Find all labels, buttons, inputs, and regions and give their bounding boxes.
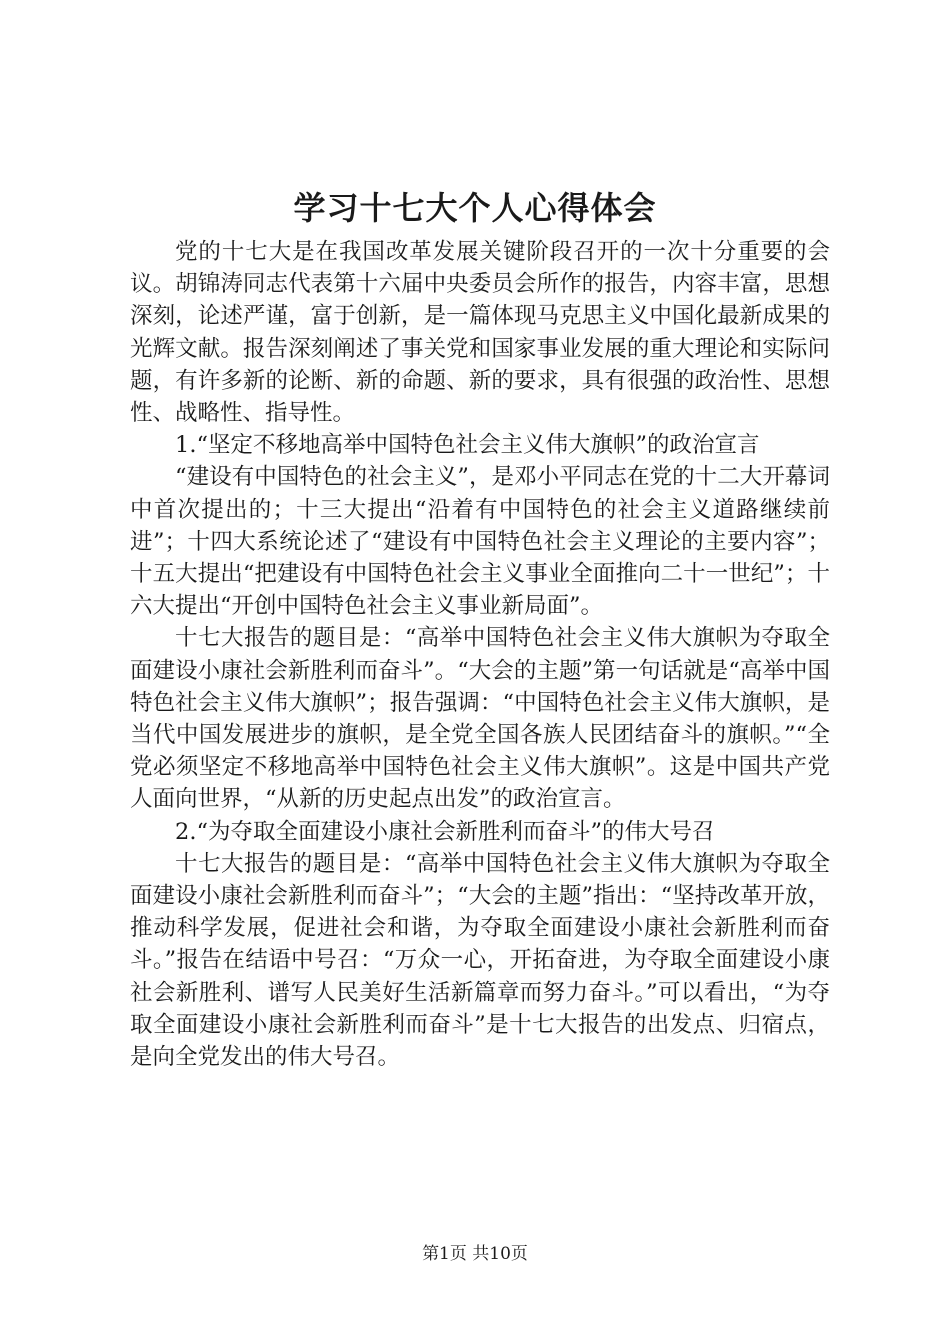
paragraph-report-title: 十七大报告的题目是：“高举中国特色社会主义伟大旗帜为夺取全面建设小康社会新胜利而奋斗”。“大会的主题”第一句话就是“高举中国特色社会主义伟大旗帜”；报告强调：“中国特色社会主义伟大旗帜，是当代中国发展进步的旗帜，是全党全国各族人民团结奋斗的旗帜。”“全党必须坚定不移地高举中国特色社会主义伟大旗帜”。这是中国共产党人面向世界，“从新的历史起点出发”的政治宣言。 <box>130 625 830 813</box>
document-title: 学习十七大个人心得体会 <box>293 189 657 227</box>
paragraph-intro: 党的十七大是在我国改革发展关键阶段召开的一次十分重要的会议。胡锦涛同志代表第十六届中央委员会所作的报告，内容丰富，思想深刻，论述严谨，富于创新，是一篇体现马克思主义中国化最新成果的光辉文献。报告深刻阐述了事关党和国家事业发展的重大理论和实际问题，有许多新的论断、新的命题、新的要求，具有很强的政治性、思想性、战略性、指导性。 <box>130 239 830 427</box>
paragraph-history: “建设有中国特色的社会主义”，是邓小平同志在党的十二大开幕词中首次提出的；十三大提出“沿着有中国特色的社会主义道路继续前进”；十四大系统论述了“建设有中国特色社会主义理论的主要内容”；十五大提出“把建设有中国特色社会主义事业全面推向二十一世纪”；十六大提出“开创中国特色社会主义事业新局面”。 <box>130 464 830 620</box>
paragraph-call: 十七大报告的题目是：“高举中国特色社会主义伟大旗帜为夺取全面建设小康社会新胜利而奋斗”；“大会的主题”指出：“坚持改革开放，推动科学发展，促进社会和谐，为夺取全面建设小康社会新胜利而奋斗。”报告在结语中号召：“万众一心，开拓奋进，为夺取全面建设小康社会新胜利、谱写人民美好生活新篇章而努力奋斗。”可以看出，“为夺取全面建设小康社会新胜利而奋斗”是十七大报告的出发点、归宿点，是向全党发出的伟大号召。 <box>130 850 830 1071</box>
page-number-footer: 第1页 共10页 <box>422 1244 528 1264</box>
document-body <box>130 236 830 1073</box>
section-heading-2: 2.“为夺取全面建设小康社会新胜利而奋斗”的伟大号召 <box>175 818 715 845</box>
section-heading-1: 1.“坚定不移地高举中国特色社会主义伟大旗帜”的政治宣言 <box>175 432 760 459</box>
